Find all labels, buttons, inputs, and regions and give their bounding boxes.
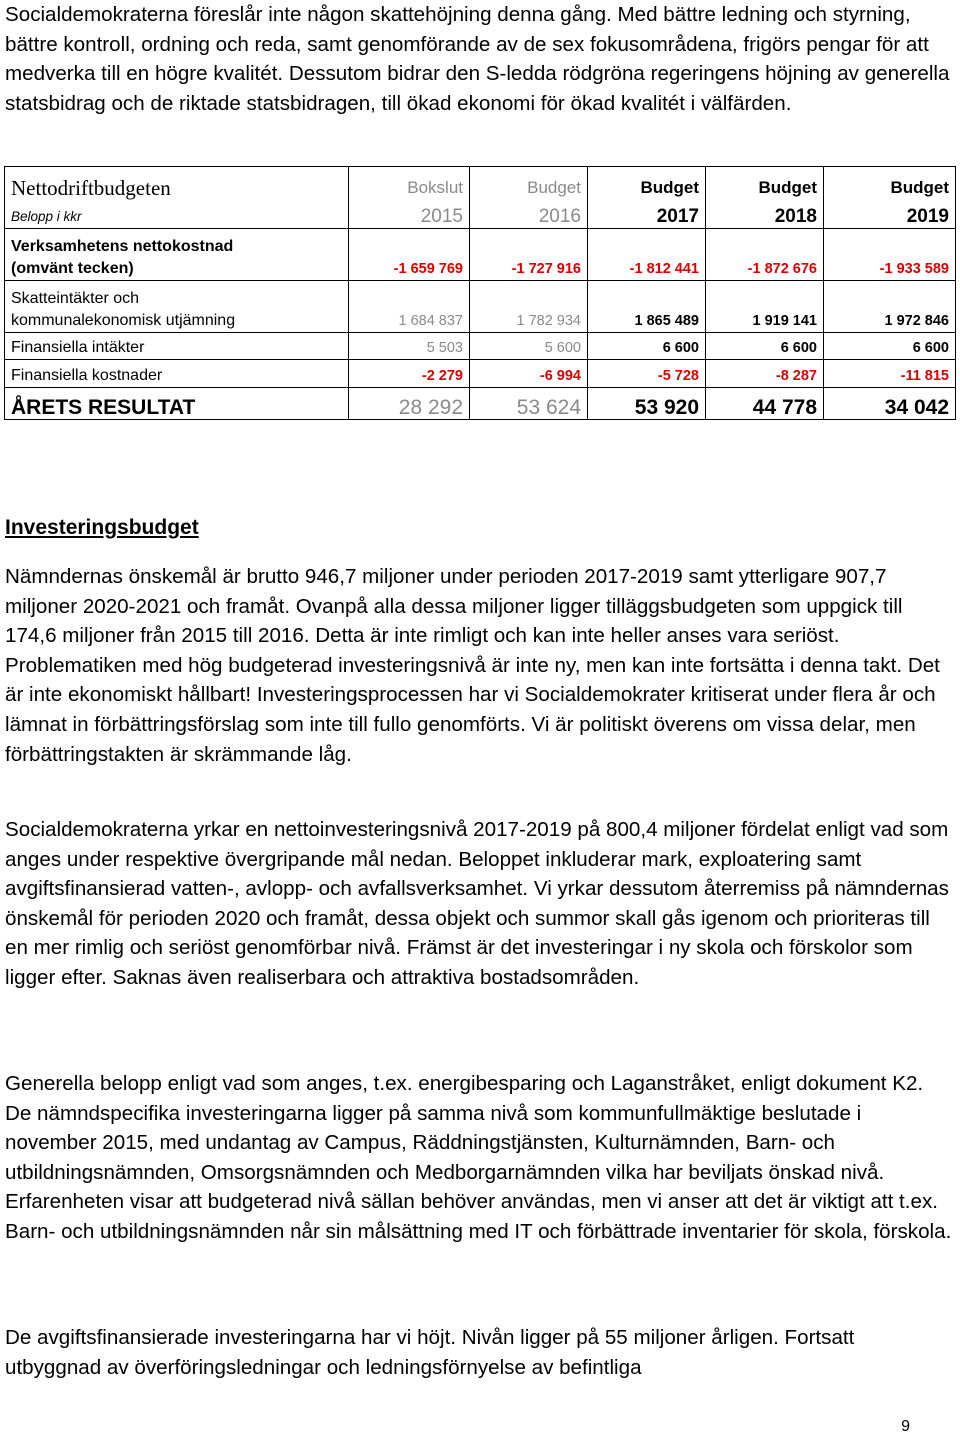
cell-value: -11 815 [824,360,956,388]
cell-value: -2 279 [349,360,470,388]
body-paragraph: Nämndernas önskemål är brutto 946,7 miljoner under perioden 2017-2019 samt ytterligare 907,7 miljoner 2020-2021 och framåt. Ovanpå alla dessa miljoner ligger tilläggsbudgeten som uppgick till 174,6 miljoner från 2015 till 2016. Detta är inte rimligt och kan inte heller anses vara seriöst. Problematiken med hög budgeterad investeringsnivå är inte ny, men kan inte fortsätta i denna takt. Det är inte ekonomiskt hållbart! Investeringsprocessen har vi Socialdemokrater kritiserat under flera år och lämnat in förbättringsförslag som inte till fullo genomförts. Vi är politiskt överens om vissa delar, men förbättringstakten är skrämmande låg. [5,565,940,766]
cell-value: -1 727 916 [470,229,588,281]
row-label-line2: kommunalekonomisk utjämning [11,312,236,329]
cell-value: 1 919 141 [706,281,824,333]
cell-value: -6 994 [470,360,588,388]
col-year-2017: 2017 [588,199,706,229]
body-paragraph: De avgiftsfinansierade investeringarna har vi höjt. Nivån ligger på 55 miljoner årligen. Fortsatt utbyggnad av överföringsledningar och ledningsförnyelse av befintliga [5,1326,855,1379]
col-label-2016: Budget [470,167,588,199]
col-label-2015: Bokslut [349,167,470,199]
cell-value: 1 782 934 [470,281,588,333]
intro-paragraph: Socialdemokraterna föreslår inte någon skattehöjning denna gång. Med bättre ledning och styrning, bättre kontroll, ordning och reda, samt genomförande av de sex fokusområdena, frigörs pengar för att medverka till en högre kvalitét. Dessutom bidrar den S-ledda rödgröna regeringens höjning av generella statsbidrag och de riktade statsbidragen, till ökad ekonomi för ökad kvalitét i välfärden. [5,3,950,115]
row-label: Finansiella intäkter [5,333,349,360]
cell-value: 6 600 [706,333,824,360]
cell-value: 5 503 [349,333,470,360]
body-paragraph: Generella belopp enligt vad som anges, t.ex. energibesparing och Laganstråket, enligt dokument K2. De nämndspecifika investeringarna ligger på samma nivå som kommunfullmäktige beslutade i november 2015, med undantag av Campus, Räddningstjänsten, Kulturnämnden, Barn- och utbildningsnämnden, Omsorgsnämnden och Medborgarnämnden vilka har beviljats önskad nivå. Erfarenheten visar att budgeterad nivå sällan behöver användas, men vi anser att det är viktigt att t.ex. Barn- och utbildningsnämnden når sin målsättning med IT och förbättrade inventarier för skola, förskola. [5,1072,952,1243]
cell-value: -1 659 769 [349,229,470,281]
unit-label: Belopp i kkr [5,199,349,229]
table-row [5,333,956,360]
col-year-2015: 2015 [349,199,470,229]
row-label: Finansiella kostnader [5,360,349,388]
result-row [5,388,956,420]
col-label-2018: Budget [706,167,824,199]
cell-value: 1 684 837 [349,281,470,333]
cell-value: 6 600 [824,333,956,360]
col-year-2016: 2016 [470,199,588,229]
table-header-row [5,167,956,199]
cell-value: 6 600 [588,333,706,360]
page-number: 9 [901,1418,910,1435]
body-paragraph: Socialdemokraterna yrkar en nettoinvesteringsnivå 2017-2019 på 800,4 miljoner fördelat enligt vad som anges under respektive övergripande mål nedan. Beloppet inkluderar mark, exploatering samt avgiftsfinansierad vatten-, avlopp- och avfallsverksamhet. Vi yrkar dessutom återremiss på nämndernas önskemål för perioden 2020 och framåt, dessa objekt och summor skall gås igenom och prioriteras till en mer rimlig och seriöst genomförbar nivå. Främst är det investeringar i ny skola och förskolor som ligger efter. Saknas även realiserbara och attraktiva bostadsområden. [5,818,949,989]
col-label-2019: Budget [824,167,956,199]
table-row [5,360,956,388]
result-label: ÅRETS RESULTAT [5,388,349,420]
cell-value: -1 933 589 [824,229,956,281]
cell-value: -8 287 [706,360,824,388]
col-year-2019: 2019 [824,199,956,229]
result-value: 28 292 [349,388,470,420]
cell-value: -5 728 [588,360,706,388]
table-row [5,281,956,333]
table-title: Nettodriftbudgeten [5,167,349,199]
col-year-2018: 2018 [706,199,824,229]
cell-value: -1 812 441 [588,229,706,281]
row-label [5,281,349,333]
cell-value: -1 872 676 [706,229,824,281]
row-label-line1: Verksamhetens nettokostnad [11,238,234,255]
cell-value: 5 600 [470,333,588,360]
table-row [5,229,956,281]
row-label-line1: Skatteintäkter och [11,290,140,307]
result-value: 44 778 [706,388,824,420]
result-value: 34 042 [824,388,956,420]
cell-value: 1 972 846 [824,281,956,333]
section-heading: Investeringsbudget [5,516,199,539]
col-label-2017: Budget [588,167,706,199]
row-label [5,229,349,281]
table-year-row [5,199,956,229]
budget-table [4,166,956,420]
cell-value: 1 865 489 [588,281,706,333]
result-value: 53 920 [588,388,706,420]
row-label-line2: (omvänt tecken) [11,260,134,277]
result-value: 53 624 [470,388,588,420]
